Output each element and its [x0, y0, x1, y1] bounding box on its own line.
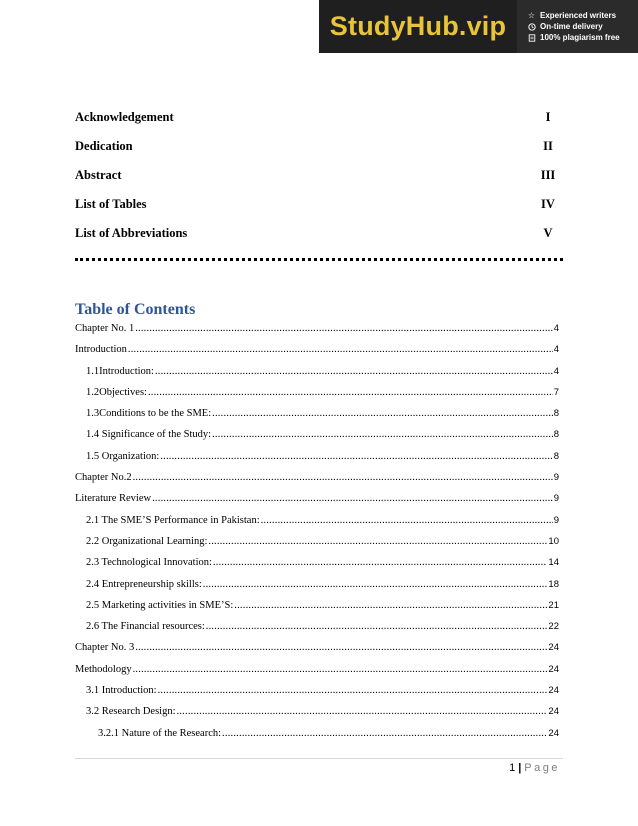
toc-entry[interactable]: [75, 424, 563, 445]
star-icon: ☆: [527, 11, 536, 20]
toc-entry-page: 4: [553, 344, 559, 356]
feature-text: On-time delivery: [540, 22, 603, 31]
front-matter-title: Dedication: [75, 139, 133, 153]
logo-text: StudyHub.vip: [329, 11, 507, 41]
dotted-divider: [75, 252, 563, 261]
dot-leader: [206, 616, 548, 637]
feature-item: [527, 11, 638, 20]
page-number: 1: [509, 762, 516, 774]
toc-entry-label: 2.6 The Financial resources:: [86, 621, 205, 633]
toc-entry-page: 9: [553, 514, 559, 526]
front-matter-title: List of Tables: [75, 197, 147, 211]
toc-entry-page: 24: [548, 685, 559, 697]
front-matter-row: [75, 132, 563, 161]
clock-icon: [527, 22, 536, 31]
dot-leader: [155, 361, 553, 382]
toc-entry-label: 2.4 Entrepreneurship skills:: [86, 578, 202, 590]
studyhub-banner[interactable]: [319, 0, 638, 53]
toc-entry-page: 7: [553, 386, 559, 398]
front-matter-title: Abstract: [75, 168, 122, 182]
toc-entry-label: 2.2 Organizational Learning:: [86, 535, 208, 547]
toc-entry-label: Chapter No. 1: [75, 323, 135, 334]
toc-entry-label: 1.1Introduction:: [86, 365, 154, 377]
front-matter-page: V: [543, 226, 553, 240]
toc-entry-label: 1.5 Organization:: [86, 450, 160, 462]
front-matter-title: Acknowledgement: [75, 110, 174, 124]
dot-leader: [203, 574, 548, 595]
toc-entry-page: 9: [553, 472, 559, 484]
toc-entry[interactable]: [75, 382, 563, 403]
front-matter-row: [75, 190, 563, 219]
front-matter-page: II: [543, 139, 553, 153]
toc-entry-page: 14: [548, 557, 559, 569]
toc-entry[interactable]: [75, 659, 563, 680]
toc-entry[interactable]: [75, 361, 563, 382]
toc-entry-page: 24: [548, 663, 559, 675]
toc-entry-label: 1.4 Significance of the Study:: [86, 429, 212, 441]
dot-leader: [208, 531, 547, 552]
toc-entry-page: 8: [553, 450, 559, 462]
toc-entry[interactable]: [75, 488, 563, 509]
toc-entry-page: 24: [548, 706, 559, 718]
front-matter-row: [75, 219, 563, 248]
document-icon: [527, 33, 536, 42]
toc-entry[interactable]: [75, 510, 563, 531]
front-matter-page: III: [540, 168, 556, 182]
dot-leader: [177, 701, 548, 722]
dot-leader: [212, 424, 553, 445]
dot-leader: [160, 446, 552, 467]
toc-entry-page: 8: [553, 429, 559, 441]
dot-leader: [128, 339, 553, 360]
toc-entry[interactable]: [75, 318, 563, 339]
toc-entry-label: 1.3Conditions to be the SME:: [86, 408, 212, 420]
front-matter-page: I: [545, 110, 551, 124]
dot-leader: [135, 318, 553, 339]
dot-leader: [222, 723, 547, 744]
feature-list: [517, 11, 638, 42]
toc-entry-label: 2.5 Marketing activities in SME’S:: [86, 599, 234, 611]
toc-entry[interactable]: [75, 446, 563, 467]
footer-separator: |: [518, 762, 522, 774]
studyhub-logo[interactable]: [319, 0, 517, 53]
toc-entry-label: 3.2 Research Design:: [86, 706, 176, 718]
dot-leader: [133, 467, 553, 488]
toc-entry[interactable]: [75, 574, 563, 595]
feature-item: [527, 22, 638, 31]
toc-entry-page: 18: [548, 578, 559, 590]
front-matter-list: [75, 103, 563, 248]
front-matter-row: [75, 161, 563, 190]
toc-entry-label: Chapter No. 3: [75, 642, 135, 654]
toc-entry[interactable]: [75, 403, 563, 424]
toc-entry-label: 3.1 Introduction:: [86, 685, 157, 697]
toc-entry[interactable]: [75, 680, 563, 701]
toc-entry-label: Introduction: [75, 344, 127, 356]
toc-heading: Table of Contents: [75, 301, 196, 318]
front-matter-row: [75, 103, 563, 132]
toc-entry[interactable]: [75, 616, 563, 637]
dot-leader: [212, 403, 553, 424]
toc-entry-label: 2.1 The SME’S Performance in Pakistan:: [86, 514, 260, 526]
dot-leader: [133, 659, 548, 680]
toc-entry[interactable]: [75, 339, 563, 360]
feature-text: Experienced writers: [540, 11, 617, 20]
toc-entry-page: 24: [548, 727, 559, 739]
dot-leader: [152, 488, 553, 509]
page-word: Page: [524, 762, 560, 774]
toc-entry[interactable]: [75, 595, 563, 616]
page-footer: [509, 762, 560, 774]
toc-entry-page: 21: [548, 599, 559, 611]
toc-entry-page: 8: [553, 408, 559, 420]
dot-leader: [148, 382, 553, 403]
toc-entry-label: Literature Review: [75, 493, 152, 505]
dot-leader: [234, 595, 547, 616]
toc-entry[interactable]: [75, 552, 563, 573]
toc-entry-page: 4: [553, 365, 559, 377]
toc-entry-label: Chapter No.2: [75, 472, 132, 484]
toc-entry-label: 2.3 Technological Innovation:: [86, 557, 212, 569]
feature-item: [527, 33, 638, 42]
table-of-contents: [75, 318, 563, 744]
toc-entry-page: 9: [553, 493, 559, 505]
dot-leader: [158, 680, 548, 701]
front-matter-page: IV: [541, 197, 555, 211]
toc-entry-page: 22: [548, 621, 559, 633]
toc-entry-label: 1.2Objectives:: [86, 386, 147, 398]
dot-leader: [213, 552, 548, 573]
toc-entry-page: 4: [553, 323, 559, 334]
toc-entry[interactable]: [75, 467, 563, 488]
footer-divider: [75, 758, 563, 759]
toc-entry[interactable]: [75, 531, 563, 552]
toc-entry-label: Methodology: [75, 663, 132, 675]
toc-entry-page: 10: [548, 535, 559, 547]
front-matter-title: List of Abbreviations: [75, 226, 188, 240]
toc-entry[interactable]: [75, 637, 563, 658]
toc-entry-label: 3.2.1 Nature of the Research:: [98, 727, 222, 739]
toc-entry[interactable]: [75, 723, 563, 744]
dot-leader: [261, 510, 553, 531]
dot-leader: [135, 637, 547, 658]
toc-entry-page: 24: [548, 642, 559, 654]
feature-text: 100% plagiarism free: [540, 33, 620, 42]
toc-entry[interactable]: [75, 701, 563, 722]
